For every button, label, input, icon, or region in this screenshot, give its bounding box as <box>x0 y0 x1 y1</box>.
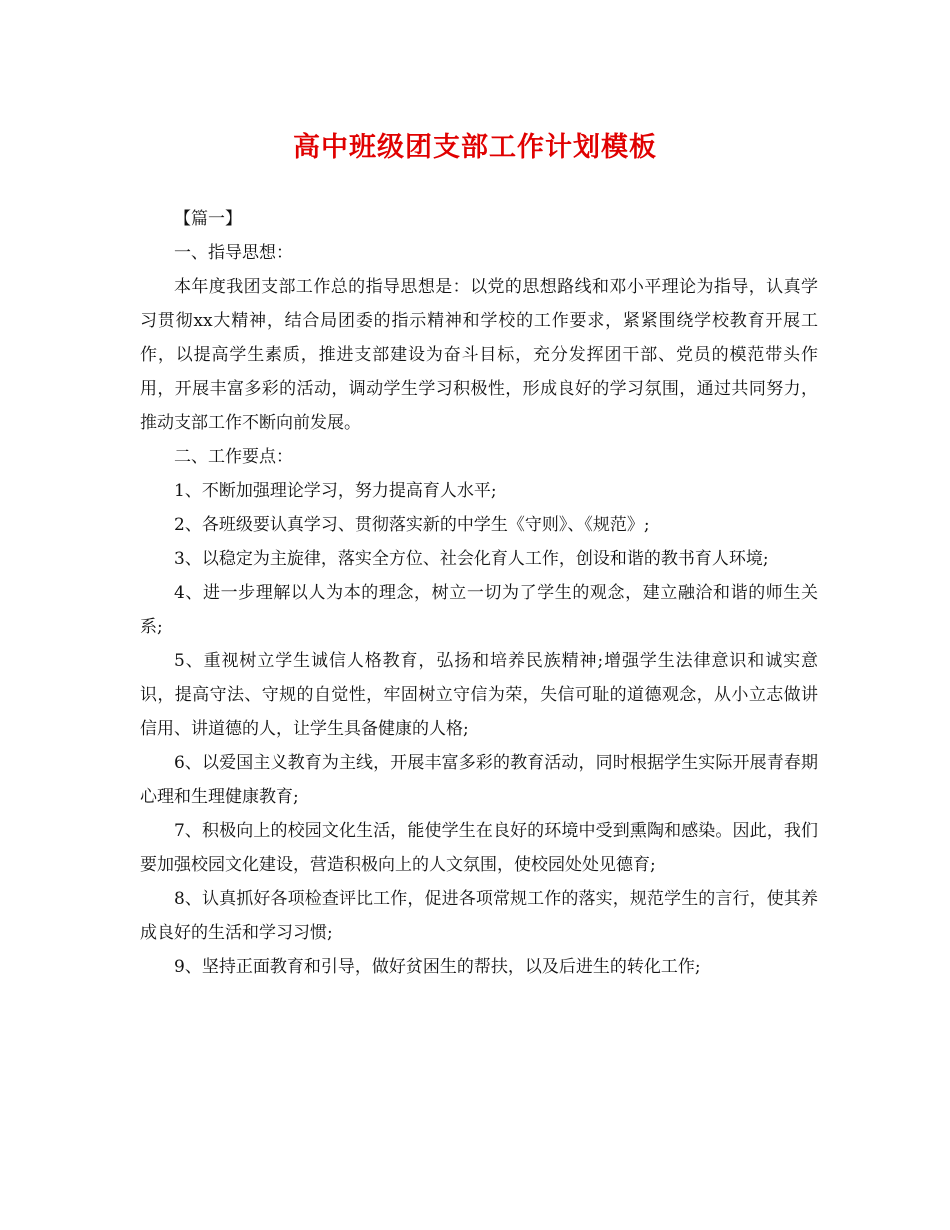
work-point-item: 9、坚持正面教育和引导，做好贫困生的帮扶，以及后进生的转化工作; <box>174 957 701 977</box>
section-label: 【篇一】 <box>174 209 242 229</box>
work-point-item: 1、不断加强理论学习，努力提高育人水平; <box>174 481 497 501</box>
heading-guiding-ideology: 一、指导思想： <box>174 243 293 263</box>
heading-work-points: 二、工作要点： <box>174 447 293 467</box>
work-point-item: 4、进一步理解以人为本的理念，树立一切为了学生的观念，建立融洽和谐的师生关系; <box>140 583 818 637</box>
work-point-item: 5、重视树立学生诚信人格教育，弘扬和培养民族精神;增强学生法律意识和诚实意识，提高守法、守规的自觉性，牢固树立守信为荣，失信可耻的道德观念，从小立志做讲信用、讲道德的人，让学生具备健康的人格; <box>140 651 818 739</box>
work-point-item: 6、以爱国主义教育为主线，开展丰富多彩的教育活动，同时根据学生实际开展青春期心理和生理健康教育; <box>140 753 818 807</box>
document-title: 高中班级团支部工作计划模板 <box>293 132 657 163</box>
work-point-item: 7、积极向上的校园文化生活，能使学生在良好的环境中受到熏陶和感染。因此，我们要加强校园文化建设，营造积极向上的人文氛围，使校园处处见德育; <box>140 821 818 875</box>
work-point-item: 2、各班级要认真学习、贯彻落实新的中学生《守则》、《规范》; <box>174 515 650 535</box>
work-point-item: 3、以稳定为主旋律，落实全方位、社会化育人工作，创设和谐的教书育人环境; <box>174 549 769 569</box>
paragraph-guiding-ideology: 本年度我团支部工作总的指导思想是：以党的思想路线和邓小平理论为指导，认真学习贯彻xx大精神，结合局团委的指示精神和学校的工作要求，紧紧围绕学校教育开展工作，以提高学生素质，推进支部建设为奋斗目标，充分发挥团干部、党员的模范带头作用，开展丰富多彩的活动，调动学生学习积极性，形成良好的学习氛围，通过共同努力，推动支部工作不断向前发展。 <box>140 277 818 433</box>
document-body <box>140 202 818 984</box>
work-point-item: 8、认真抓好各项检查评比工作，促进各项常规工作的落实，规范学生的言行，使其养成良好的生活和学习习惯; <box>140 889 818 943</box>
